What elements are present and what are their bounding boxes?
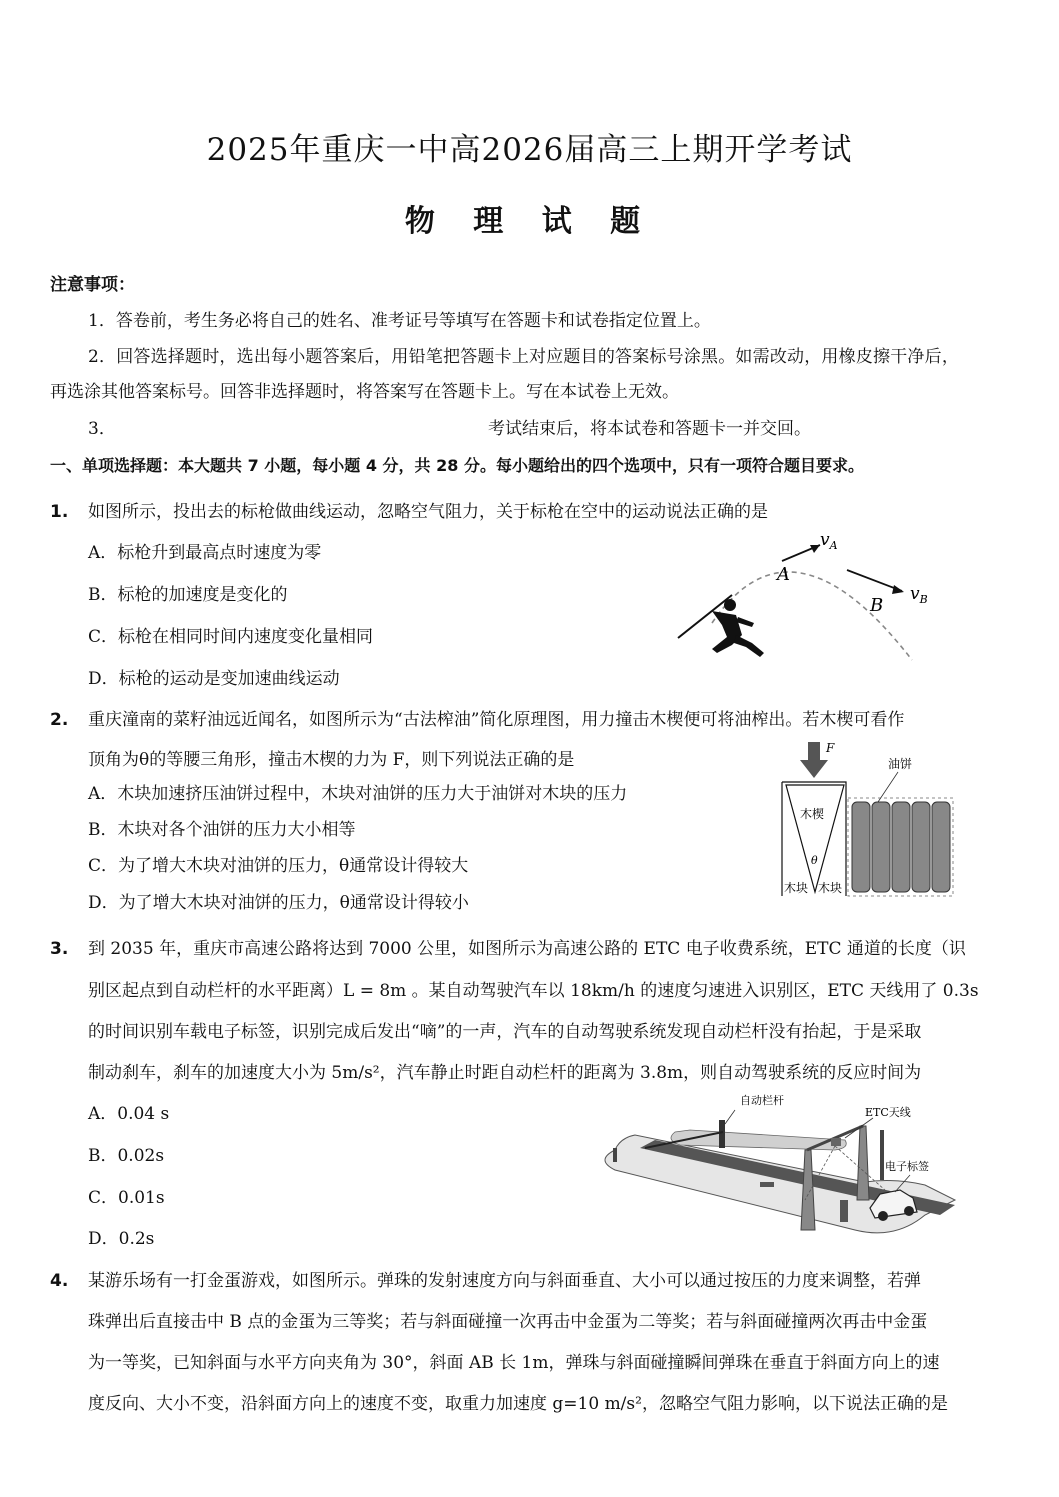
question-2-option-b: B．木块对各个油饼的压力大小相等 bbox=[88, 820, 356, 840]
question-4-line3: 为一等奖，已知斜面与水平方向夹角为 30°，斜面 AB 长 1m，弹珠与斜面碰撞瞬间弹珠在垂直于斜面方向上的速 bbox=[88, 1353, 940, 1373]
notice-item-3-text: 考试结束后，将本试卷和答题卡一并交回。 bbox=[488, 419, 811, 439]
question-1-option-c: C．标枪在相同时间内速度变化量相同 bbox=[88, 627, 374, 647]
question-2-stem-line1: 重庆潼南的菜籽油远近闻名，如图所示为“古法榨油”简化原理图，用力撞击木楔便可将油榨出。若木楔可看作 bbox=[88, 710, 905, 730]
wedge-label: 木楔 bbox=[800, 807, 825, 821]
etc-figure bbox=[595, 1090, 965, 1240]
oil-cake-label: 油饼 bbox=[888, 757, 913, 771]
angle-label: θ bbox=[811, 854, 818, 867]
lane-post bbox=[840, 1200, 848, 1222]
question-2-option-a: A．木块加速挤压油饼过程中，木块对油饼的压力大于油饼对木块的压力 bbox=[88, 784, 628, 804]
notice-heading: 注意事项： bbox=[50, 275, 135, 295]
antenna-pole bbox=[880, 1130, 884, 1180]
barrier-label: 自动栏杆 bbox=[740, 1094, 784, 1107]
question-1-option-a: A．标枪升到最高点时速度为零 bbox=[88, 543, 322, 563]
question-4-line1: 某游乐场有一打金蛋游戏，如图所示。弹珠的发射速度方向与斜面垂直、大小可以通过按压的力度来调整，若弹 bbox=[88, 1271, 921, 1291]
question-2-option-d: D．为了增大木块对油饼的压力，θ通常设计得较小 bbox=[88, 893, 469, 913]
question-1-option-d: D．标枪的运动是变加速曲线运动 bbox=[88, 669, 340, 689]
javelin-figure bbox=[672, 525, 942, 670]
question-3-line3: 的时间识别车载电子标签，识别完成后发出“嘀”的一声，汽车的自动驾驶系统发现自动栏杆没有抬起，于是采取 bbox=[88, 1022, 922, 1042]
antenna-label: ETC天线 bbox=[865, 1106, 911, 1119]
question-2-stem-line2: 顶角为θ的等腰三角形，撞击木楔的力为 F，则下列说法正确的是 bbox=[88, 750, 575, 770]
exam-title: 2025年重庆一中高2026届高三上期开学考试 bbox=[206, 132, 853, 168]
barrier-post bbox=[719, 1120, 725, 1148]
question-2-number: 2. bbox=[50, 710, 69, 730]
oil-cake-stack bbox=[852, 802, 950, 892]
notice-item-2b: 再选涂其他答案标号。回答非选择题时，将答案写在答题卡上。写在本试卷上无效。 bbox=[50, 382, 679, 402]
javelin-thrower-icon bbox=[678, 595, 764, 657]
notice-item-2a: 2．回答选择题时，选出每小题答案后，用铅笔把答题卡上对应题目的答案标号涂黑。如需改动，用橡皮擦干净后， bbox=[88, 347, 960, 367]
question-3-number: 3. bbox=[50, 939, 69, 959]
velocity-b-label: $v_B$ bbox=[910, 584, 928, 606]
force-label: F bbox=[826, 741, 835, 755]
question-1-option-b: B．标枪的加速度是变化的 bbox=[88, 585, 288, 605]
question-3-option-c: C．0.01s bbox=[88, 1188, 165, 1208]
question-3-line2: 别区起点到自动栏杆的水平距离）L = 8m 。某自动驾驶汽车以 18km/h 的速度匀速进入识别区，ETC 天线用了 0.3s bbox=[88, 981, 979, 1001]
tag-label: 电子标签 bbox=[885, 1160, 929, 1173]
question-1-stem: 如图所示，投出去的标枪做曲线运动，忽略空气阻力，关于标枪在空中的运动说法正确的是 bbox=[88, 502, 768, 522]
notice-item-3-num: 3． bbox=[88, 419, 116, 439]
question-2-option-c: C．为了增大木块对油饼的压力，θ通常设计得较大 bbox=[88, 856, 469, 876]
question-3-line1: 到 2035 年，重庆市高速公路将达到 7000 公里，如图所示为高速公路的 ETC 电子收费系统，ETC 通道的长度（识 bbox=[88, 939, 966, 959]
question-4-number: 4. bbox=[50, 1271, 69, 1291]
question-3-option-a: A．0.04 s bbox=[88, 1104, 170, 1124]
wedge-shape bbox=[786, 785, 844, 892]
question-1-number: 1. bbox=[50, 502, 69, 522]
block-left-label: 木块 bbox=[784, 881, 809, 895]
question-3-line4: 制动刹车，刹车的加速度大小为 5m/s²，汽车静止时距自动栏杆的距离为 3.8m，则自动驾驶系统的反应时间为 bbox=[88, 1063, 922, 1083]
block-right-label: 木块 bbox=[818, 881, 843, 895]
force-arrow bbox=[800, 742, 828, 778]
question-4-line2: 珠弹出后直接击中 B 点的金蛋为三等奖；若与斜面碰撞一次再击中金蛋为二等奖；若与斜面碰撞两次再击中金蛋 bbox=[88, 1312, 928, 1332]
question-4-line4: 度反向、大小不变，沿斜面方向上的速度不变，取重力加速度 g=10 m/s²，忽略空气阻力影响，以下说法正确的是 bbox=[88, 1394, 948, 1414]
velocity-a-label: $v_A$ bbox=[820, 530, 838, 552]
notice-item-1: 1．答卷前，考生务必将自己的姓名、准考证号等填写在答题卡和试卷指定位置上。 bbox=[88, 311, 711, 331]
oil-press-figure bbox=[778, 740, 958, 900]
point-a-label: A bbox=[777, 564, 790, 585]
question-3-option-b: B．0.02s bbox=[88, 1146, 165, 1166]
exam-subtitle: 物 理 试 题 bbox=[404, 204, 655, 239]
point-b-label: B bbox=[870, 595, 884, 616]
question-3-option-d: D．0.2s bbox=[88, 1229, 155, 1249]
section-heading: 一、单项选择题：本大题共 7 小题，每小题 4 分，共 28 分。每小题给出的四个选项中，只有一项符合题目要求。 bbox=[50, 456, 864, 475]
